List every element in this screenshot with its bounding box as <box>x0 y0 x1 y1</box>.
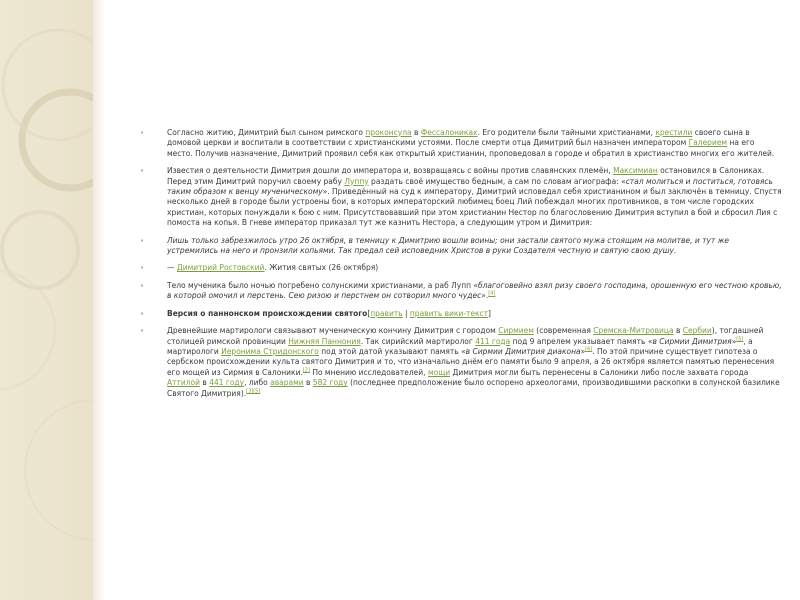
edit-wikitext-link[interactable]: править вики-текст <box>409 308 489 318</box>
text-run: под 9 апрелем указывает память « <box>510 336 653 346</box>
list-item <box>140 128 782 159</box>
link-maximian[interactable]: Максимиан <box>613 166 658 176</box>
text-run: Согласно житию, Димитрий был сыном римского <box>167 128 366 137</box>
bullet-icon: • <box>140 167 145 176</box>
text-run: . Так сирийский мартиролог <box>360 336 476 346</box>
text-run: (последнее предположение было оспорено археологами, производившими раскопки в солунской базилике Святого Димитрия). <box>167 378 780 398</box>
quote-italic: стал молиться и поститься, готовясь таким образом к венцу мученическому <box>167 176 773 197</box>
link-year-441[interactable]: 441 году <box>209 378 245 388</box>
list-item <box>140 236 782 257</box>
quote-italic: в Сирмии Димитрия <box>652 336 732 346</box>
bullet-icon: • <box>140 327 145 336</box>
list-item <box>140 166 782 228</box>
bullet-icon: • <box>140 264 145 273</box>
text-run: на его место. Получив назначение, Димитрий проявил себя как открытый христианин, проповедовал в городе и обратил в христианство многих его жителей. <box>167 138 775 158</box>
text-run: в <box>200 378 210 388</box>
link-baptized[interactable]: крестили <box>655 128 693 137</box>
list-item <box>140 309 782 319</box>
footnote-link[interactable]: [2] <box>302 367 310 374</box>
text-run: Древнейшие мартирологи связывают мученическую кончину Димитрия с городом <box>167 326 499 336</box>
text-run: остановился в Салониках. Перед этим Димитрий поручил своему рабу <box>167 166 765 186</box>
text-run: ), тогдашней столицей римской провинции <box>167 326 764 346</box>
footnote-link[interactable]: [5] <box>736 336 744 342</box>
text-run: ». Приведённый на суд к императору, Димитрий исповедал себя христианином и был заключён в темницу. Спустя несколько дней в городе были устроены бои, в которых императорский любимец боец Лий побеждал многих противников, в том числе городских христиан, которых понуждали к бою с ним. Присутствовавший при этом христианин Нестор по благословению Димитрия вступил в бой и сбросил Лия с помоста на копья. В гневе император приказал тут же казнить Нестора, а следующим утром и Димитрия: <box>167 187 782 228</box>
text-run: . Жития святых (26 октября) <box>264 263 379 273</box>
text-run: . Его родители были тайными христианами, <box>477 128 656 137</box>
link-attila[interactable]: Аттилой <box>167 378 200 388</box>
link-proconsul[interactable]: проконсула <box>365 128 412 137</box>
footnote-link[interactable]: [6] <box>585 346 593 353</box>
text-run: Тело мученика было ночью погребено солунскими христианами, а раб Лупп « <box>167 280 479 290</box>
text-run: в <box>673 326 683 336</box>
text-run: ] <box>488 308 491 318</box>
text-run: , либо <box>244 378 271 388</box>
link-relics[interactable]: мощи <box>427 367 451 377</box>
quote-italic: Лишь только забрезжилось утро 26 октября, в темницу к Димитрию вошли воины; они застали святого мужа стоящим на молитве, и тут же устремились на него и пронзили копьями. Так предал сей исповедник Христов в руки Создателя честную и святую свою душу. <box>167 235 730 256</box>
footnote-link[interactable]: [4] <box>488 290 496 297</box>
link-lower-pannonia[interactable]: Нижняя Паннония <box>288 336 361 346</box>
list-item <box>140 263 782 273</box>
text-run: своего сына в домовой церкви и воспитали в соответствии с христианскими устоями. После смерти отца Димитрий был назначен императором <box>167 128 750 148</box>
bullet-icon: • <box>140 309 145 318</box>
link-thessaloniki[interactable]: Фессалониках <box>420 128 478 137</box>
text-run: в <box>303 378 313 388</box>
text-run: » <box>731 336 737 346</box>
text-run: [ <box>367 308 371 318</box>
text-run: под этой датой указывают память « <box>318 346 466 356</box>
link-avars[interactable]: аварами <box>270 378 304 388</box>
text-run: ». <box>481 291 489 301</box>
quote-italic: в Сирмии Димитрия диакона <box>465 346 581 356</box>
decorative-side-panel <box>0 0 93 600</box>
bullet-icon: • <box>140 281 145 290</box>
decorative-rings-graphic <box>0 0 93 600</box>
text-run: , а мартирологи <box>167 336 753 356</box>
text-run: (современная <box>533 326 594 336</box>
section-heading: Версия о паннонском происхождении святого <box>167 308 368 318</box>
link-year-411[interactable]: 411 года <box>475 336 511 346</box>
text-run: в <box>411 128 421 137</box>
text-run: раздать своё имущество бедным, а сам по словам агиографа: « <box>368 176 626 186</box>
quote-italic: благоговейно взял ризу своего господина, орошенную его честною кровью, в которой омочил и перстень. Сею ризою и перстнем он сотворил много чудес <box>167 280 782 301</box>
list-item <box>140 326 782 399</box>
text-run: — <box>167 263 177 273</box>
edit-link[interactable]: править <box>370 308 403 318</box>
link-sremska-mitrovica[interactable]: Сремска-Митровица <box>593 326 674 336</box>
list-item <box>140 281 782 302</box>
link-jerome[interactable]: Иеронима Стридонского <box>221 346 319 356</box>
text-run: По мнению исследователей, <box>309 367 428 377</box>
bullet-icon: • <box>140 236 145 245</box>
link-serbia[interactable]: Сербии <box>682 326 712 336</box>
link-lupp[interactable]: Луппу <box>344 176 369 186</box>
text-run: . По этой причине существует гипотеза о сербском происхождении культа святого Димитрия и то, что изначально днём его памяти было 9 апреля, а 26 октября является памятью перенесения его мощей из Сирмия в Салоники. <box>167 346 775 377</box>
text-run: Известия о деятельности Димитрия дошли до императора и, возвращаясь с войны против славянских племён, <box>167 166 614 176</box>
text-run: Димитрия могли быть перенесены в Салоники либо после захвата города <box>450 367 749 377</box>
text-run: | <box>402 308 410 318</box>
bullet-icon: • <box>140 129 145 137</box>
link-year-582[interactable]: 582 году <box>312 378 348 388</box>
footnote-link[interactable]: [3][5] <box>246 388 261 395</box>
article-content <box>140 128 782 406</box>
link-sirmium[interactable]: Сирмием <box>498 326 534 336</box>
link-galerius[interactable]: Галерием <box>688 138 728 148</box>
panel-edge-shadow <box>93 0 105 600</box>
link-dimitry-rostovsky[interactable]: Димитрий Ростовский <box>176 263 265 273</box>
text-run: » <box>580 346 586 356</box>
